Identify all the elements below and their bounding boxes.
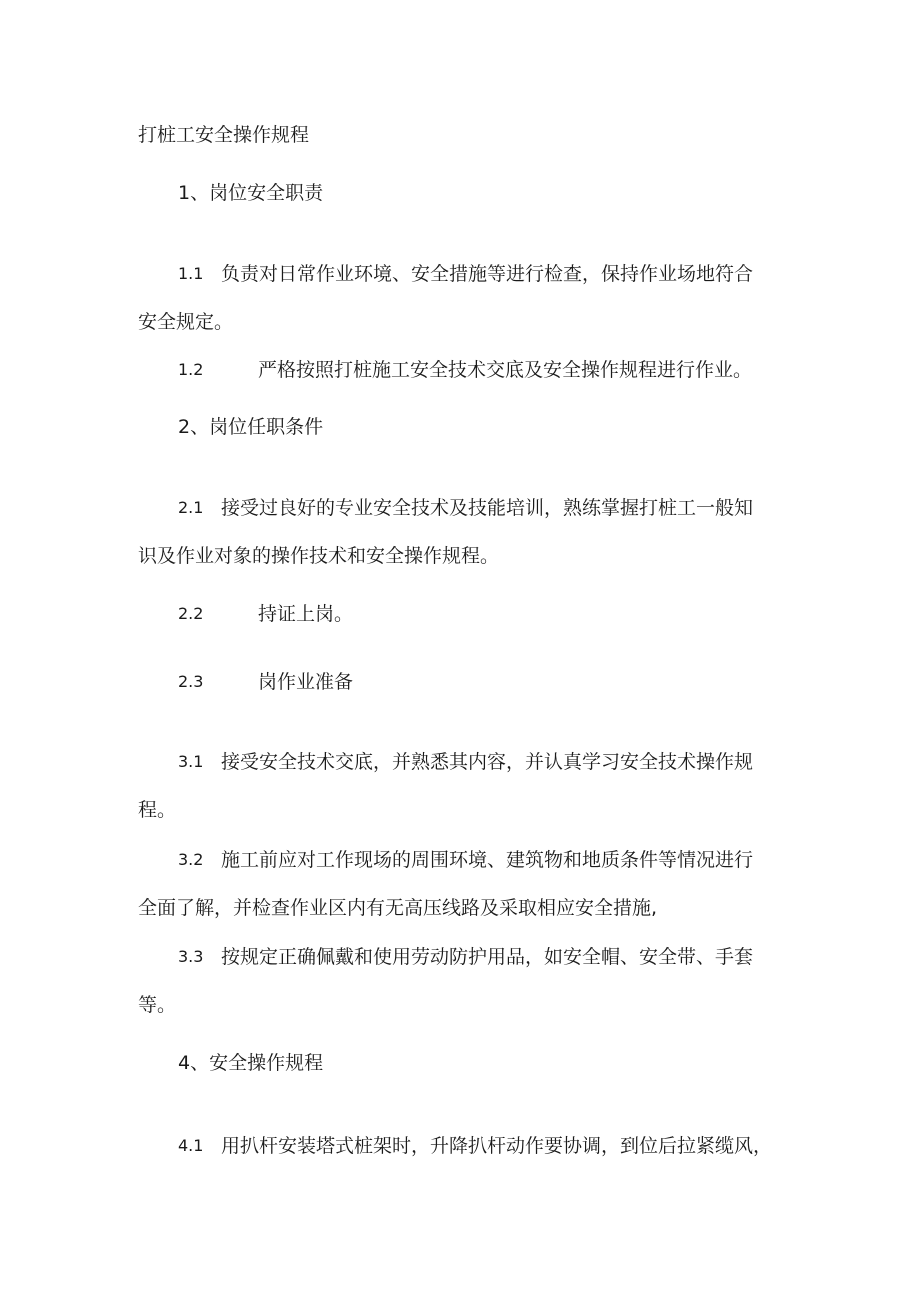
- section-heading: 4、安全操作规程: [178, 1052, 324, 1074]
- section-heading: 1、岗位安全职责: [178, 182, 324, 204]
- item-text-continuation: 安全规定。: [138, 311, 234, 333]
- item-number: 1.1: [178, 264, 204, 283]
- item-number: 3.3: [178, 947, 204, 966]
- item-text-continuation: 程。: [138, 799, 177, 821]
- item-number: 3.2: [178, 850, 204, 869]
- item-number: 2.2: [178, 604, 204, 623]
- item-text: 岗作业准备: [258, 671, 354, 693]
- item-text: 接受安全技术交底，并熟悉其内容，并认真学习安全技术操作规: [221, 751, 754, 773]
- item-text-continuation: 识及作业对象的操作技术和安全操作规程。: [138, 545, 500, 567]
- section-heading: 2、岗位任职条件: [178, 416, 324, 438]
- item-text: 持证上岗。: [258, 603, 354, 625]
- item-number: 2.1: [178, 498, 204, 517]
- item-text: 接受过良好的专业安全技术及技能培训，熟练掌握打桩工一般知: [221, 497, 754, 519]
- item-number: 3.1: [178, 752, 204, 771]
- item-text: 严格按照打桩施工安全技术交底及安全操作规程进行作业。: [258, 359, 753, 381]
- item-number: 2.3: [178, 672, 204, 691]
- item-text: 用扒杆安装塔式桩架时，升降扒杆动作要协调，到位后拉紧缆风，: [221, 1135, 773, 1157]
- item-text-continuation: 等。: [138, 994, 177, 1016]
- document-title: 打桩工安全操作规程: [138, 124, 310, 146]
- item-number: 1.2: [178, 360, 204, 379]
- item-text: 施工前应对工作现场的周围环境、建筑物和地质条件等情况进行: [221, 849, 754, 871]
- item-number: 4.1: [178, 1136, 204, 1155]
- item-text: 按规定正确佩戴和使用劳动防护用品，如安全帽、安全带、手套: [221, 946, 754, 968]
- item-text: 负责对日常作业环境、安全措施等进行检查，保持作业场地符合: [221, 263, 754, 285]
- item-text-continuation: 全面了解，并检查作业区内有无高压线路及采取相应安全措施,: [138, 897, 658, 919]
